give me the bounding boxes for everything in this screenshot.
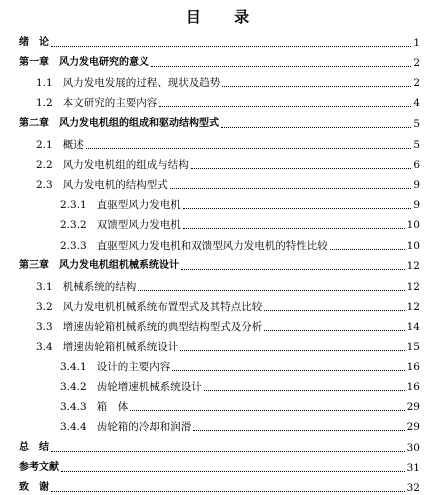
toc-entry-page: 30	[406, 442, 420, 454]
toc-entry-page: 29	[406, 401, 420, 413]
toc-entry[interactable]	[36, 90, 420, 110]
toc-entry-page: 32	[406, 482, 420, 494]
toc-entry-label: 风力发电机组的组成和驱动结构型式	[59, 118, 219, 129]
toc-entry-label: 风力发电机组的组成与结构	[62, 159, 189, 171]
toc-leader-dots	[180, 349, 404, 351]
toc-leader-dots	[130, 409, 404, 411]
toc-entry-page: 31	[406, 462, 420, 474]
toc-entry-number: 2.2	[36, 159, 53, 171]
toc-entry-label: 增速齿轮箱机械系统设计	[62, 341, 179, 353]
toc-entry-page: 5	[413, 118, 420, 130]
toc-entry-page: 9	[413, 179, 420, 191]
toc-entry[interactable]	[19, 50, 420, 70]
toc-leader-dots	[264, 329, 404, 331]
toc-entry-label: 增速齿轮箱机械系统的典型结构型式及分析	[62, 321, 263, 333]
toc-entry[interactable]	[19, 30, 420, 50]
toc-leader-dots	[221, 126, 411, 128]
toc-entry-number: 3.2	[36, 301, 53, 313]
toc-entry-label: 总 结	[19, 442, 49, 453]
toc-entry[interactable]	[60, 414, 420, 434]
toc-entry[interactable]	[36, 274, 420, 294]
toc-entry[interactable]	[36, 314, 420, 334]
toc-leader-dots	[51, 450, 405, 452]
toc-leader-dots	[159, 105, 411, 107]
toc-entry[interactable]	[60, 374, 420, 394]
toc-leader-dots	[172, 369, 404, 371]
toc-entry-label: 绪 论	[19, 37, 49, 48]
toc-entry-page: 16	[406, 381, 420, 393]
toc-entry-page: 10	[406, 240, 420, 252]
toc-entry-page: 2	[413, 57, 420, 69]
toc-entry[interactable]	[36, 132, 420, 152]
toc-leader-dots	[51, 490, 405, 492]
toc-leader-dots	[204, 389, 405, 391]
toc-entry-number: 3.4.3	[60, 401, 87, 413]
toc-entry-label: 风力发电发展的过程、现状及趋势	[62, 77, 221, 89]
toc-entry-number: 2.3.2	[60, 219, 87, 231]
toc-entry-page: 14	[406, 321, 420, 333]
toc-entry-label: 风力发电研究的意义	[59, 57, 149, 68]
toc-leader-dots	[181, 268, 405, 270]
toc-entry[interactable]	[36, 334, 420, 354]
toc-entry-number: 3.4.4	[60, 421, 87, 433]
toc-entry-number: 3.4.1	[60, 361, 87, 373]
toc-leader-dots	[222, 85, 411, 87]
toc-entry[interactable]	[60, 354, 420, 374]
toc-entry-page: 4	[413, 97, 420, 109]
toc-entry-page: 10	[406, 219, 420, 231]
toc-entry[interactable]	[60, 192, 420, 212]
toc-leader-dots	[183, 227, 405, 229]
toc-leader-dots	[61, 470, 405, 472]
toc-entry-label: 直驱型风力发电机	[96, 199, 181, 211]
toc-entry-number: 第二章	[19, 118, 49, 129]
toc-entry-label: 风力发电机的结构型式	[62, 179, 168, 191]
toc-entry-number: 3.3	[36, 321, 53, 333]
toc-entry-page: 2	[413, 77, 420, 89]
toc-entry[interactable]	[19, 253, 420, 273]
toc-entry-number: 1.2	[36, 97, 53, 109]
toc-entry-number: 3.4	[36, 341, 53, 353]
toc-entry-label: 箱 体	[96, 401, 129, 413]
toc-entry-number: 第三章	[19, 260, 49, 271]
toc-leader-dots	[191, 167, 412, 169]
toc-entry-number: 1.1	[36, 77, 53, 89]
toc-entry-label: 概述	[62, 139, 84, 151]
toc-leader-dots	[264, 309, 404, 311]
toc-entry[interactable]	[60, 233, 420, 253]
toc-entry[interactable]	[60, 394, 420, 414]
page-title: 目 录	[185, 8, 264, 26]
toc-entry-label: 齿轮增速机械系统设计	[96, 381, 202, 393]
toc-entry-number: 2.3.3	[60, 240, 87, 252]
toc-entry[interactable]	[19, 455, 420, 475]
toc-leader-dots	[170, 187, 412, 189]
toc-leader-dots	[330, 248, 405, 250]
toc-entry-label: 风力发电机机械系统布置型式及其特点比较	[62, 301, 263, 313]
toc-entry-label: 参考文献	[19, 462, 59, 473]
toc-entry-number: 2.3	[36, 179, 53, 191]
toc-entry-page: 6	[413, 159, 420, 171]
toc-leader-dots	[193, 429, 404, 431]
toc-entry-page: 1	[413, 37, 420, 49]
toc-entry-label: 本文研究的主要内容	[62, 97, 158, 109]
toc-entry-page: 16	[406, 361, 420, 373]
toc-entry-page: 29	[406, 421, 420, 433]
toc-leader-dots	[151, 65, 411, 67]
toc-entry[interactable]	[19, 475, 420, 495]
toc-leader-dots	[138, 289, 404, 291]
toc-entry-page: 12	[406, 301, 420, 313]
toc-entry-number: 3.4.2	[60, 381, 87, 393]
toc-leader-dots	[86, 147, 412, 149]
toc-leader-dots	[51, 45, 411, 47]
toc-entry-page: 5	[413, 139, 420, 151]
toc-entry-label: 设计的主要内容	[96, 361, 171, 373]
toc-entry-number: 第一章	[19, 57, 49, 68]
toc-entry[interactable]	[19, 435, 420, 455]
toc-entry-label: 直驱型风力发电机和双馈型风力发电机的特性比较	[96, 240, 328, 252]
toc-entry-number: 3.1	[36, 281, 53, 293]
toc-entry-page: 15	[406, 341, 420, 353]
toc-entry[interactable]	[36, 172, 420, 192]
toc-entry[interactable]	[36, 294, 420, 314]
toc-entry[interactable]	[19, 111, 420, 131]
toc-entry[interactable]	[36, 70, 420, 90]
toc-entry-number: 2.1	[36, 139, 53, 151]
toc-entry-page: 12	[406, 260, 420, 272]
toc-entry-page: 9	[413, 199, 420, 211]
toc-entry-label: 机械系统的结构	[62, 281, 137, 293]
toc-entry-label: 风力发电机组机械系统设计	[59, 260, 179, 271]
toc-entry-label: 致 谢	[19, 482, 49, 493]
toc-entry-page: 12	[406, 281, 420, 293]
toc-entry-label: 双馈型风力发电机	[96, 219, 181, 231]
toc-entry[interactable]	[36, 152, 420, 172]
toc-entry[interactable]	[60, 212, 420, 232]
toc-entry-label: 齿轮箱的冷却和润滑	[96, 421, 192, 433]
toc-leader-dots	[183, 207, 412, 209]
toc-entry-number: 2.3.1	[60, 199, 87, 211]
